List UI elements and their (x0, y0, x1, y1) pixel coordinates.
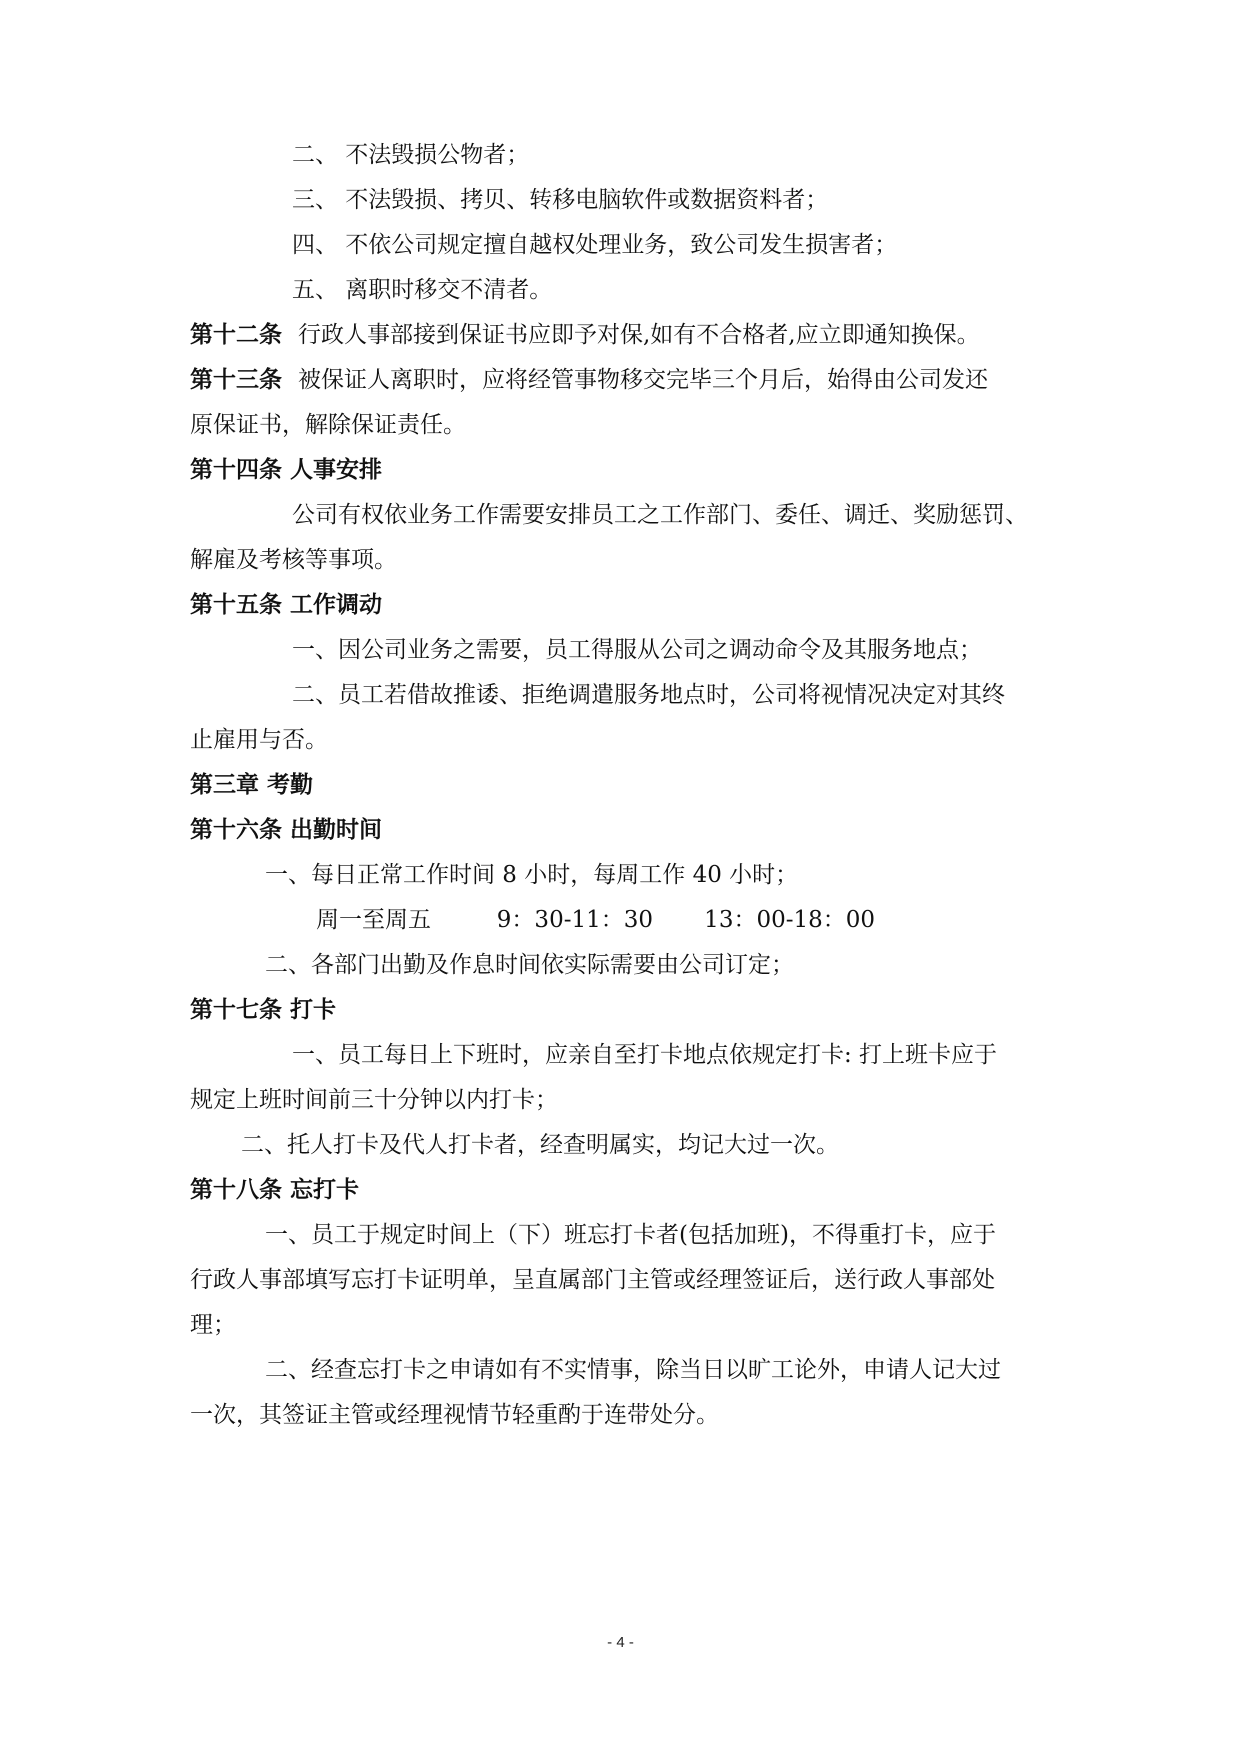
line-text: 一次，其签证主管或经理视情节轻重酌于连带处分。 (190, 1402, 719, 1428)
line-text: 规定上班时间前三十分钟以内打卡； (190, 1087, 558, 1113)
text-line (190, 405, 466, 445)
article-heading: 第十三条 (190, 367, 282, 393)
text-line (190, 1305, 236, 1345)
text-line (190, 540, 397, 580)
article-line (190, 360, 988, 400)
text-line (241, 1125, 839, 1165)
line-text: 二、托人打卡及代人打卡者，经查明属实，均记大过一次。 (241, 1132, 839, 1158)
line-text: 二、 不法毁损公物者； (292, 142, 530, 168)
article-heading: 第十六条 出勤时间 (190, 817, 383, 843)
text-line (292, 225, 897, 265)
text-line (190, 1080, 558, 1120)
text-line (265, 1215, 996, 1255)
article-line (190, 990, 352, 1030)
text-line (265, 855, 798, 895)
line-text: 解雇及考核等事项。 (190, 547, 397, 573)
line-text: 四、 不依公司规定擅自越权处理业务，致公司发生损害者； (292, 232, 898, 258)
schedule-text: 周一至周五 9：30-11：30 13：00-18：00 (316, 907, 876, 933)
article-heading: 第十四条 人事安排 (190, 457, 383, 483)
text-line (292, 675, 1005, 715)
text-line (292, 180, 828, 220)
text-line (292, 630, 982, 670)
article-line (190, 585, 398, 625)
line-text: 理； (190, 1312, 236, 1338)
line-text: 二、经查忘打卡之申请如有不实情事，除当日以旷工论外，申请人记大过 (265, 1357, 1001, 1383)
line-text: 二、员工若借故推诿、拒绝调遣服务地点时，公司将视情况决定对其终 (292, 682, 1005, 708)
line-text: 行政人事部接到保证书应即予对保,如有不合格者,应立即通知换保。 (298, 322, 980, 348)
chapter-heading: 第三章 考勤 (190, 772, 314, 798)
text-line (292, 495, 1028, 535)
line-text: 行政人事部填写忘打卡证明单，呈直属部门主管或经理签证后，送行政人事部处 (190, 1267, 995, 1293)
line-text: 一、员工于规定时间上（下）班忘打卡者(包括加班)，不得重打卡，应于 (265, 1222, 996, 1248)
line-text: 二、各部门出勤及作息时间依实际需要由公司订定； (265, 952, 794, 978)
article-line (190, 315, 980, 355)
line-text: 止雇用与否。 (190, 727, 328, 753)
line-text: 公司有权依业务工作需要安排员工之工作部门、委任、调迁、奖励惩罚、 (292, 502, 1028, 528)
text-line (190, 720, 328, 760)
text-line (292, 1035, 997, 1075)
line-text: 被保证人离职时，应将经管事物移交完毕三个月后，始得由公司发还 (298, 367, 988, 393)
line-text: 五、 离职时移交不清者。 (292, 277, 553, 303)
line-text: 原保证书，解除保证责任。 (190, 412, 466, 438)
article-line (190, 450, 398, 490)
line-text: 一、因公司业务之需要，员工得服从公司之调动命令及其服务地点； (292, 637, 982, 663)
line-text: 一、每日正常工作时间 8 小时，每周工作 40 小时； (265, 862, 799, 888)
article-line (190, 1170, 375, 1210)
line-text: 三、 不法毁损、拷贝、转移电脑软件或数据资料者； (292, 187, 829, 213)
text-line (190, 1395, 719, 1435)
page-number: - 4 - (607, 1634, 634, 1651)
text-line (265, 1350, 1001, 1390)
text-line (190, 1260, 995, 1300)
article-heading: 第十七条 打卡 (190, 997, 337, 1023)
article-line (190, 810, 398, 850)
article-heading: 第十八条 忘打卡 (190, 1177, 360, 1203)
text-line (292, 135, 529, 175)
article-heading: 第十二条 (190, 322, 282, 348)
article-heading: 第十五条 工作调动 (190, 592, 383, 618)
text-line (265, 945, 794, 985)
schedule-line (316, 900, 875, 940)
line-text: 一、员工每日上下班时，应亲自至打卡地点依规定打卡: 打上班卡应于 (292, 1042, 998, 1068)
text-line (292, 270, 552, 310)
chapter-line (190, 765, 329, 805)
